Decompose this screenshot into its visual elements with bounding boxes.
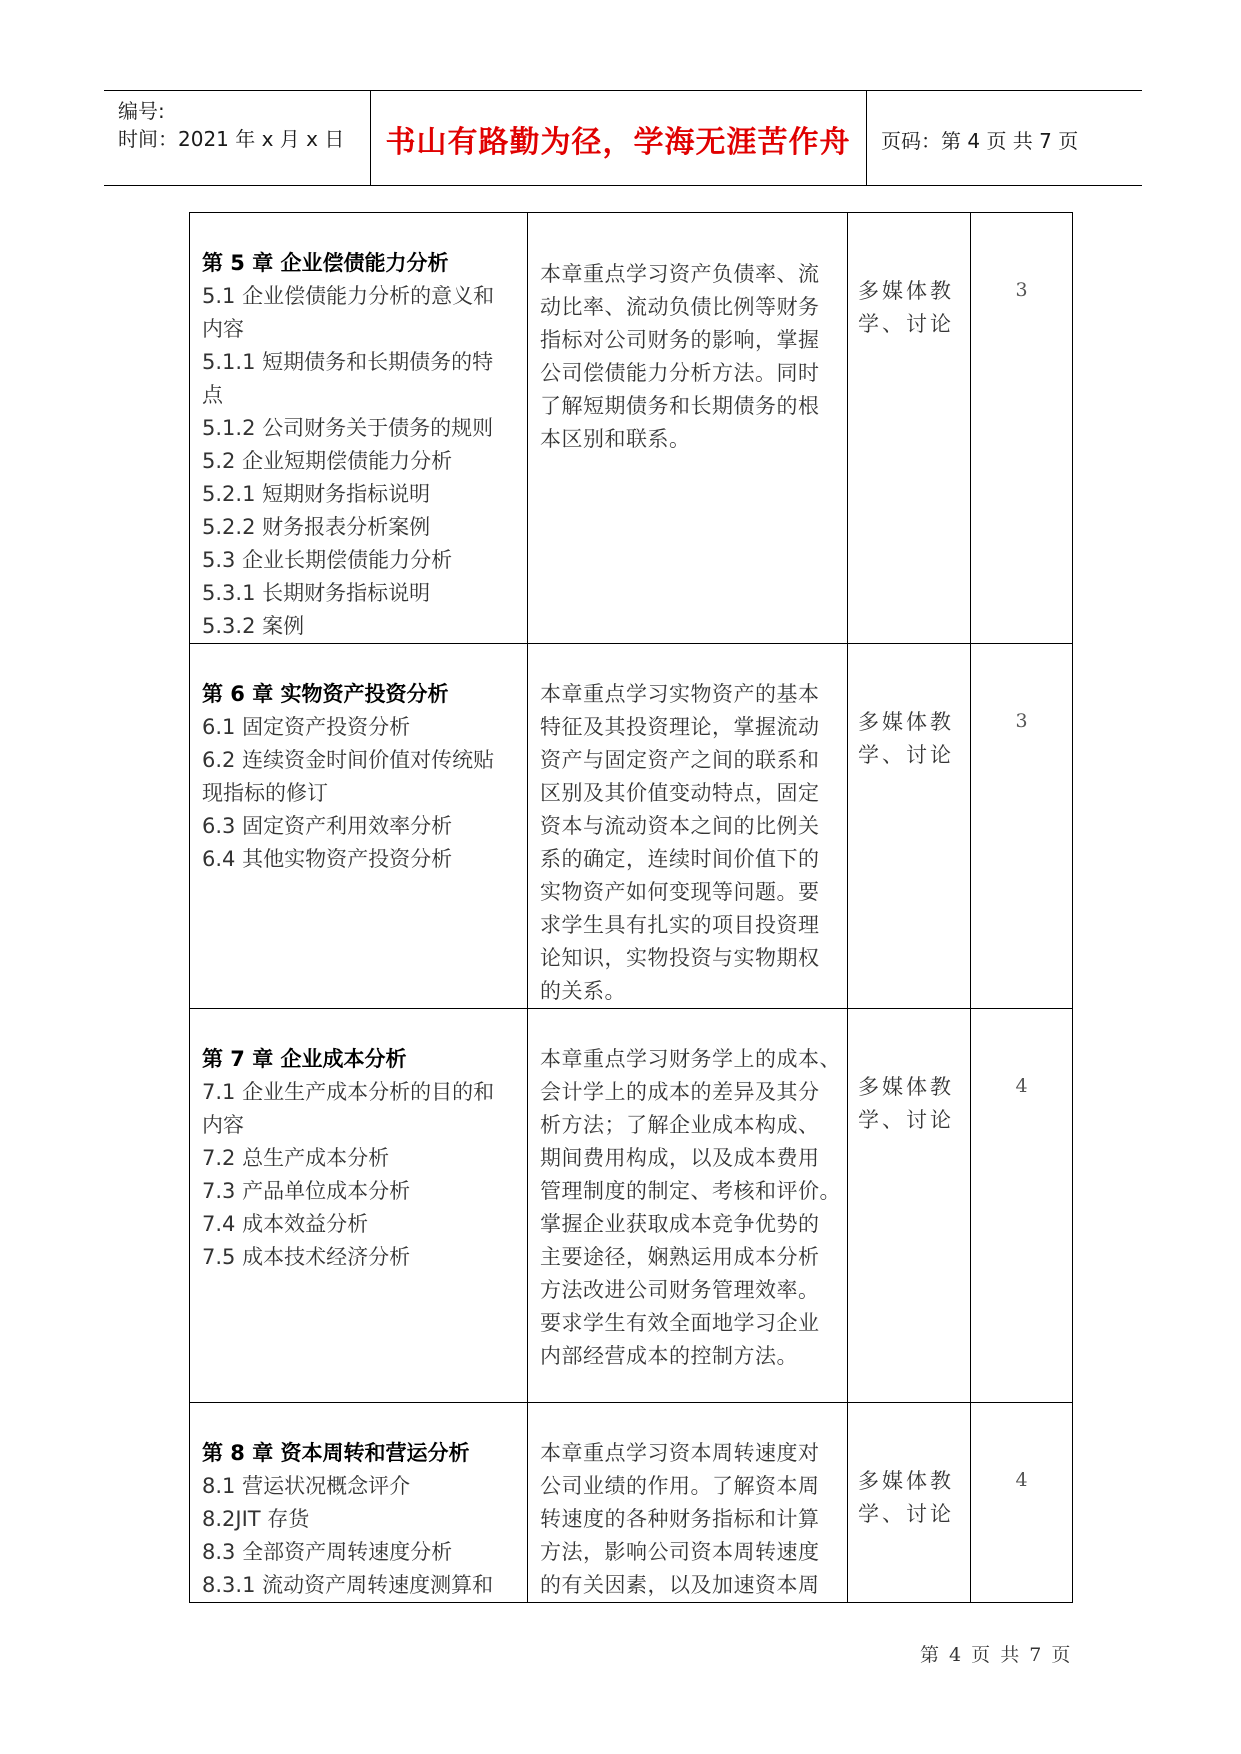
method-line: 多媒体教 bbox=[858, 710, 954, 734]
section-line: 内容 bbox=[202, 317, 244, 341]
description-line: 本章重点学习资本周转速度对 bbox=[540, 1441, 820, 1465]
description-line: 内部经营成本的控制方法。 bbox=[540, 1344, 798, 1368]
section-line: 5.2 企业短期偿债能力分析 bbox=[202, 449, 453, 473]
description-line: 本章重点学习财务学上的成本、 bbox=[540, 1047, 841, 1071]
hours-cell bbox=[971, 1403, 1073, 1603]
description-line: 求学生具有扎实的项目投资理 bbox=[540, 913, 820, 937]
section-line: 8.3 全部资产周转速度分析 bbox=[202, 1540, 453, 1564]
hours-value: 4 bbox=[1015, 1075, 1028, 1097]
method-line: 多媒体教 bbox=[858, 279, 954, 303]
description-line: 本区别和联系。 bbox=[540, 427, 691, 451]
table-row bbox=[190, 1403, 1073, 1603]
section-line: 内容 bbox=[202, 1113, 244, 1137]
hours-value: 3 bbox=[1015, 710, 1028, 732]
description-line: 会计学上的成本的差异及其分 bbox=[540, 1080, 820, 1104]
section-line: 5.1.2 公司财务关于债务的规则 bbox=[202, 416, 494, 440]
description-line: 本章重点学习资产负债率、流 bbox=[540, 262, 820, 286]
hours-cell bbox=[971, 644, 1073, 1009]
description-cell bbox=[528, 644, 848, 1009]
description-line: 主要途径，娴熟运用成本分析 bbox=[540, 1245, 820, 1269]
page-footer: 第 4 页 共 7 页 bbox=[920, 1644, 1073, 1666]
description-line: 公司偿债能力分析方法。同时 bbox=[540, 361, 820, 385]
method-line: 学、讨论 bbox=[858, 1502, 954, 1526]
description-line: 动比率、流动负债比例等财务 bbox=[540, 295, 820, 319]
header-page-number: 页码：第 4 页 共 7 页 bbox=[881, 129, 1079, 153]
description-line: 方法，影响公司资本周转速度 bbox=[540, 1540, 820, 1564]
section-line: 7.3 产品单位成本分析 bbox=[202, 1179, 411, 1203]
chapter-cell bbox=[190, 1403, 528, 1603]
section-line: 6.1 固定资产投资分析 bbox=[202, 715, 411, 739]
description-line: 管理制度的制定、考核和评价。 bbox=[540, 1179, 841, 1203]
description-line: 的关系。 bbox=[540, 979, 626, 1003]
chapter-cell bbox=[190, 644, 528, 1009]
document-number-label: 编号: bbox=[118, 99, 165, 123]
header-middle-cell bbox=[370, 91, 867, 185]
section-line: 8.3.1 流动资产周转速度测算和 bbox=[202, 1573, 494, 1597]
table-row bbox=[190, 644, 1073, 1009]
method-cell bbox=[848, 1403, 971, 1603]
description-line: 期间费用构成，以及成本费用 bbox=[540, 1146, 820, 1170]
description-line: 区别及其价值变动特点，固定 bbox=[540, 781, 820, 805]
description-line: 转速度的各种财务指标和计算 bbox=[540, 1507, 820, 1531]
method-cell bbox=[848, 644, 971, 1009]
description-line: 公司业绩的作用。了解资本周 bbox=[540, 1474, 820, 1498]
section-line: 6.4 其他实物资产投资分析 bbox=[202, 847, 453, 871]
description-line: 论知识，实物投资与实物期权 bbox=[540, 946, 820, 970]
section-line: 5.2.1 短期财务指标说明 bbox=[202, 482, 431, 506]
hours-cell bbox=[971, 1009, 1073, 1403]
section-line: 7.1 企业生产成本分析的目的和 bbox=[202, 1080, 495, 1104]
chapter-title: 第 6 章 实物资产投资分析 bbox=[202, 682, 449, 706]
description-line: 析方法；了解企业成本构成、 bbox=[540, 1113, 820, 1137]
chapter-cell bbox=[190, 1009, 528, 1403]
document-header bbox=[104, 90, 1142, 186]
section-line: 8.1 营运状况概念评介 bbox=[202, 1474, 411, 1498]
description-cell bbox=[528, 1009, 848, 1403]
chapter-title: 第 5 章 企业偿债能力分析 bbox=[202, 251, 449, 275]
hours-value: 3 bbox=[1015, 279, 1028, 301]
document-date: 时间：2021 年 x 月 x 日 bbox=[118, 127, 345, 151]
description-line: 方法改进公司财务管理效率。 bbox=[540, 1278, 820, 1302]
section-line: 5.1.1 短期债务和长期债务的特 bbox=[202, 350, 494, 374]
description-line: 了解短期债务和长期债务的根 bbox=[540, 394, 820, 418]
description-line: 实物资产如何变现等问题。要 bbox=[540, 880, 820, 904]
description-line: 指标对公司财务的影响，掌握 bbox=[540, 328, 820, 352]
description-line: 掌握企业获取成本竞争优势的 bbox=[540, 1212, 820, 1236]
section-line: 5.3 企业长期偿债能力分析 bbox=[202, 548, 453, 572]
table-row bbox=[190, 213, 1073, 644]
description-line: 的有关因素，以及加速资本周 bbox=[540, 1573, 820, 1597]
method-cell bbox=[848, 1009, 971, 1403]
method-line: 多媒体教 bbox=[858, 1469, 954, 1493]
method-line: 学、讨论 bbox=[858, 312, 954, 336]
description-line: 要求学生有效全面地学习企业 bbox=[540, 1311, 820, 1335]
chapter-title: 第 7 章 企业成本分析 bbox=[202, 1047, 407, 1071]
section-line: 5.3.2 案例 bbox=[202, 614, 305, 638]
section-line: 8.2JIT 存货 bbox=[202, 1507, 310, 1531]
chapter-title: 第 8 章 资本周转和营运分析 bbox=[202, 1441, 470, 1465]
hours-cell bbox=[971, 213, 1073, 644]
section-line: 点 bbox=[202, 383, 223, 407]
section-line: 7.4 成本效益分析 bbox=[202, 1212, 369, 1236]
method-line: 学、讨论 bbox=[858, 1108, 954, 1132]
method-line: 多媒体教 bbox=[858, 1075, 954, 1099]
description-line: 系的确定，连续时间价值下的 bbox=[540, 847, 820, 871]
header-motto: 书山有路勤为径，学海无涯苦作舟 bbox=[385, 125, 851, 160]
description-line: 资产与固定资产之间的联系和 bbox=[540, 748, 820, 772]
section-line: 6.3 固定资产利用效率分析 bbox=[202, 814, 453, 838]
description-cell bbox=[528, 213, 848, 644]
description-line: 本章重点学习实物资产的基本 bbox=[540, 682, 820, 706]
description-line: 资本与流动资本之间的比例关 bbox=[540, 814, 820, 838]
description-cell bbox=[528, 1403, 848, 1603]
chapter-cell bbox=[190, 213, 528, 644]
method-line: 学、讨论 bbox=[858, 743, 954, 767]
method-cell bbox=[848, 213, 971, 644]
section-line: 7.5 成本技术经济分析 bbox=[202, 1245, 411, 1269]
hours-value: 4 bbox=[1015, 1469, 1028, 1491]
section-line: 7.2 总生产成本分析 bbox=[202, 1146, 390, 1170]
section-line: 5.2.2 财务报表分析案例 bbox=[202, 515, 431, 539]
table-row bbox=[190, 1009, 1073, 1403]
section-line: 5.3.1 长期财务指标说明 bbox=[202, 581, 431, 605]
syllabus-table bbox=[189, 212, 1073, 1603]
section-line: 现指标的修订 bbox=[202, 781, 328, 805]
section-line: 5.1 企业偿债能力分析的意义和 bbox=[202, 284, 495, 308]
header-left-cell bbox=[104, 91, 371, 185]
section-line: 6.2 连续资金时间价值对传统贴 bbox=[202, 748, 495, 772]
header-right-cell bbox=[867, 91, 1141, 185]
description-line: 特征及其投资理论，掌握流动 bbox=[540, 715, 820, 739]
